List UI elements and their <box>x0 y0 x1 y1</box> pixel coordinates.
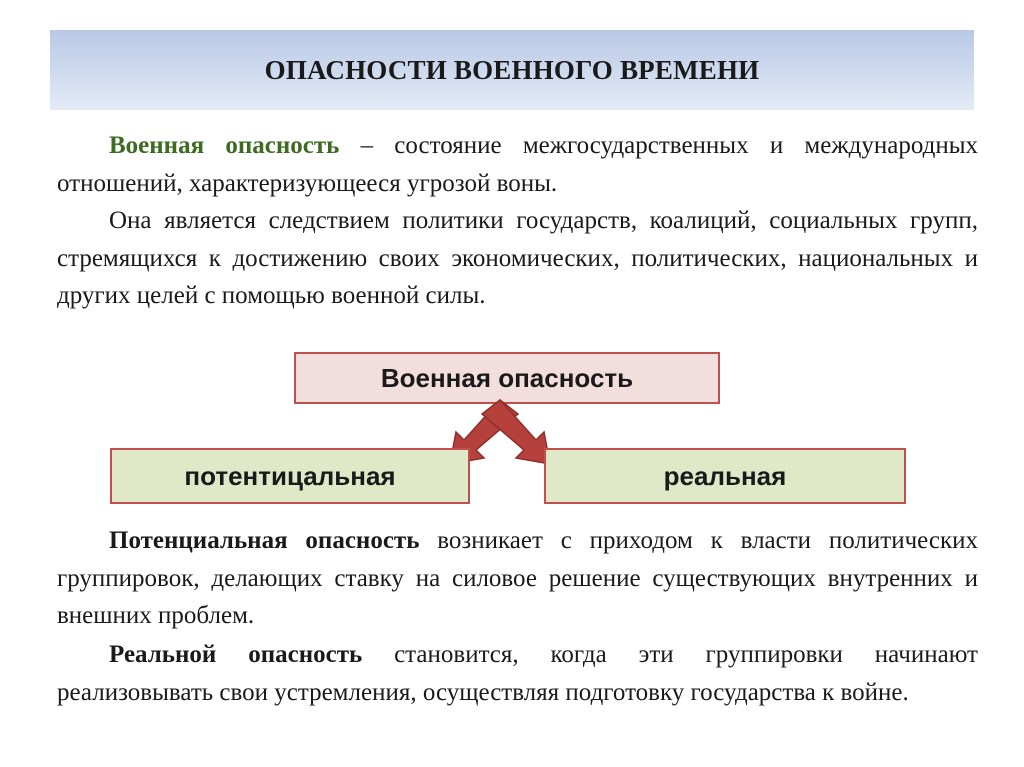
definition-term: Военная опасность <box>109 132 340 159</box>
diagram-root-box: Военная опасность <box>294 352 720 404</box>
real-paragraph <box>57 636 978 711</box>
diagram-potential-box: потентицальная <box>110 448 470 504</box>
page-title: ОПАСНОСТИ ВОЕННОГО ВРЕМЕНИ <box>264 54 760 85</box>
definition-text: – состояние межгосударственных и международных отношений, характеризующееся угрозой воны. <box>57 132 978 197</box>
potential-term: Потенциальная опасность <box>109 527 420 554</box>
diagram-real-box: реальная <box>544 448 906 504</box>
definition-paragraph <box>57 127 978 202</box>
title-bar <box>50 30 974 110</box>
real-term: Реальной опасность <box>109 641 363 668</box>
explanation-paragraph: Она является следствием политики государств, коалиций, социальных групп, стремящихся к достижению своих экономических, политических, национальных и других целей с помощью военной силы. <box>57 207 978 309</box>
potential-text: возникает с приходом к власти политических группировок, делающих ставку на силовое решение существующих внутренних и внешних проблем. <box>57 527 978 629</box>
potential-paragraph <box>57 522 978 635</box>
real-text: становится, когда эти группировки начинают реализовывать свои устремления, осуществляя подготовку государства к войне. <box>57 641 978 706</box>
